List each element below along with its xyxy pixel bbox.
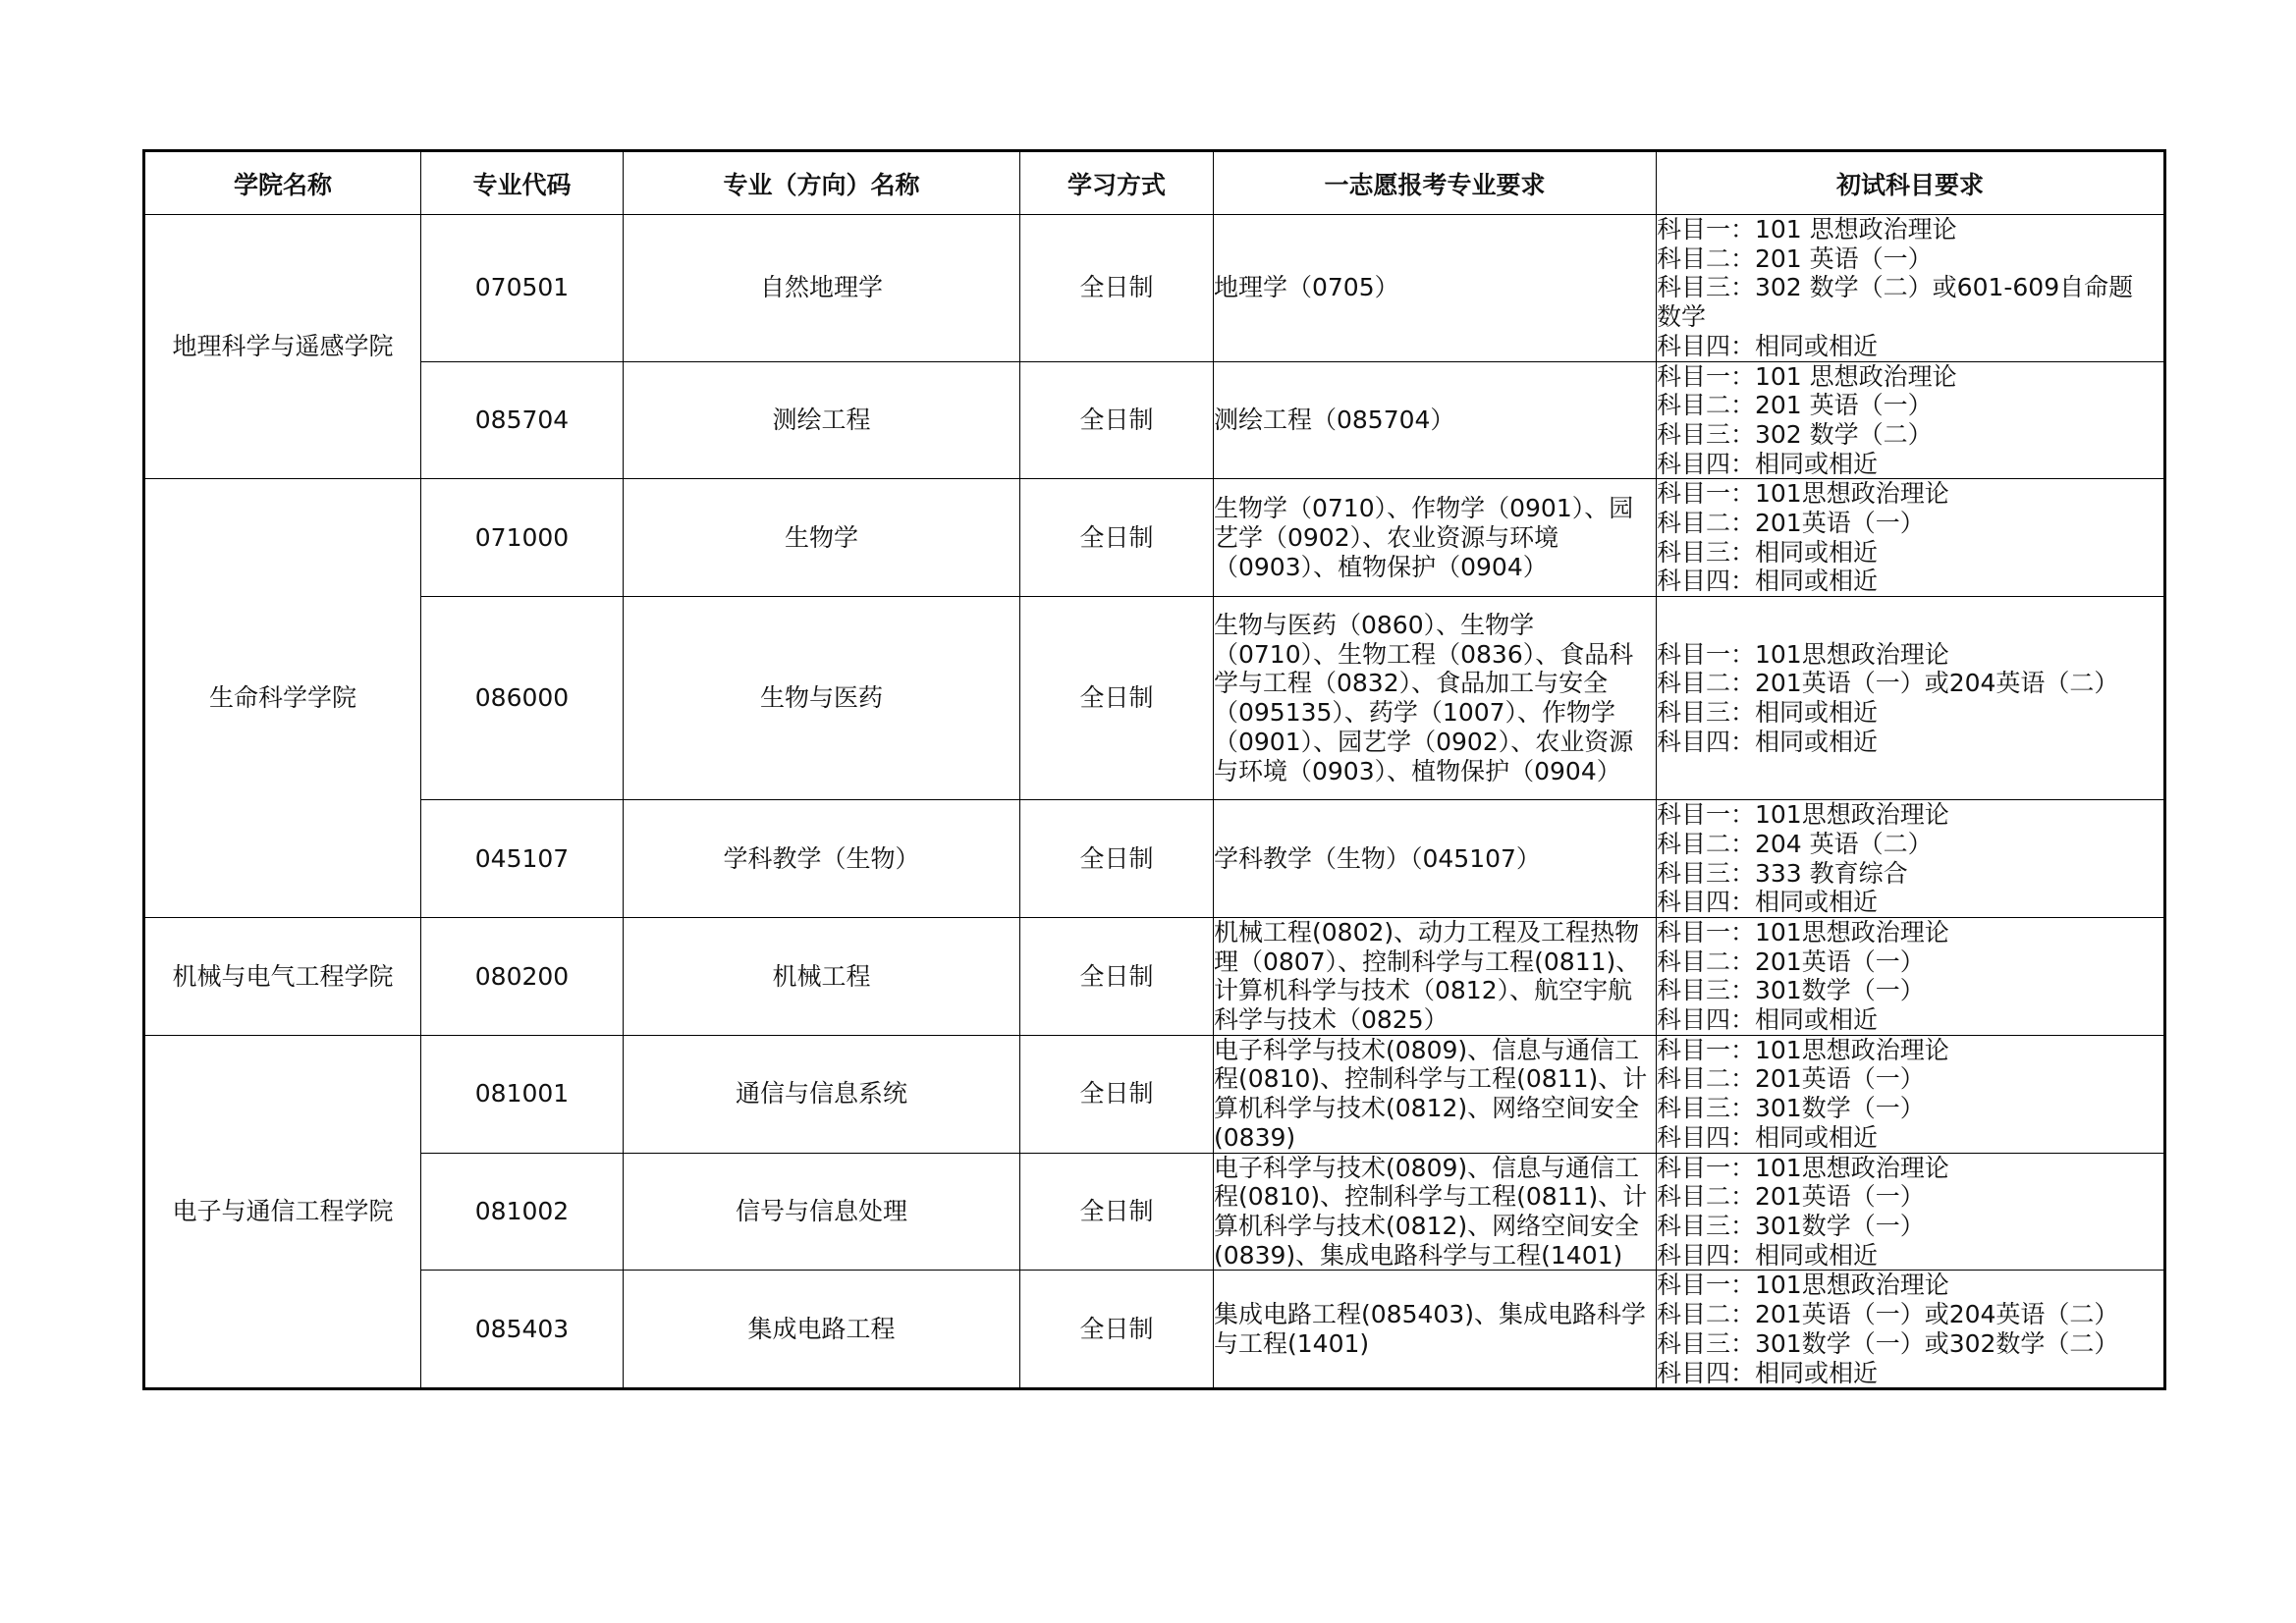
exam-subjects	[1657, 1035, 2165, 1153]
college-name: 生命科学学院	[144, 479, 421, 918]
college-name: 机械与电气工程学院	[144, 917, 421, 1035]
major-code: 081002	[421, 1153, 624, 1271]
header-major: 专业（方向）名称	[624, 151, 1020, 215]
exam-line: 科目四：相同或相近	[1657, 331, 1879, 360]
exam-subjects	[1657, 215, 2165, 362]
exam-line: 科目三：相同或相近	[1657, 537, 1879, 567]
major-name: 学科教学（生物）	[624, 800, 1020, 918]
major-name: 集成电路工程	[624, 1271, 1020, 1389]
major-code: 045107	[421, 800, 624, 918]
major-code: 070501	[421, 215, 624, 362]
exam-line: 科目一：101思想政治理论	[1657, 639, 1949, 669]
exam-line: 科目三：301数学（一）	[1657, 1094, 1925, 1123]
exam-line: 科目二：201英语（一）	[1657, 509, 1925, 538]
first-choice-requirement: 集成电路工程(085403)、集成电路科学与工程(1401)	[1214, 1271, 1657, 1389]
exam-line: 科目二：201英语（一）或204英语（二）	[1657, 1300, 2119, 1329]
exam-subjects	[1657, 917, 2165, 1035]
study-mode: 全日制	[1020, 1035, 1214, 1153]
study-mode: 全日制	[1020, 215, 1214, 362]
first-choice-requirement: 生物与医药（0860）、生物学（0710）、生物工程（0836）、食品科学与工程（0832）、食品加工与安全（095135）、药学（1007）、作物学（0901）、园艺学（0902）、农业资源与环境（0903）、植物保护（0904）	[1214, 597, 1657, 800]
exam-subjects	[1657, 479, 2165, 597]
first-choice-requirement: 地理学（0705）	[1214, 215, 1657, 362]
header-requirement: 一志愿报考专业要求	[1214, 151, 1657, 215]
header-row	[144, 151, 2165, 215]
exam-line: 科目一：101思想政治理论	[1657, 479, 1949, 509]
exam-line: 科目四：相同或相近	[1657, 1358, 1879, 1387]
exam-line: 科目四：相同或相近	[1657, 1005, 1879, 1035]
exam-line: 科目三：302 数学（二）	[1657, 419, 1933, 449]
exam-line: 科目二：201英语（一）	[1657, 1182, 1925, 1212]
exam-subjects	[1657, 361, 2165, 479]
header-mode: 学习方式	[1020, 151, 1214, 215]
major-name: 生物与医药	[624, 597, 1020, 800]
exam-line: 科目二：201英语（一）	[1657, 1064, 1925, 1094]
exam-line: 数学	[1657, 302, 1707, 332]
study-mode: 全日制	[1020, 361, 1214, 479]
exam-line: 科目三：301数学（一）或302数学（二）	[1657, 1328, 2119, 1358]
table-row	[144, 215, 2165, 362]
exam-line: 科目一：101 思想政治理论	[1657, 215, 1957, 243]
first-choice-requirement: 电子科学与技术(0809)、信息与通信工程(0810)、控制科学与工程(0811)、计算机科学与技术(0812)、网络空间安全(0839)	[1214, 1035, 1657, 1153]
major-code: 085704	[421, 361, 624, 479]
exam-line: 科目三：301数学（一）	[1657, 1211, 1925, 1240]
study-mode: 全日制	[1020, 479, 1214, 597]
major-name: 生物学	[624, 479, 1020, 597]
exam-line: 科目二：201 英语（一）	[1657, 243, 1933, 273]
exam-subjects	[1657, 1271, 2165, 1389]
table-row	[144, 479, 2165, 597]
study-mode: 全日制	[1020, 597, 1214, 800]
major-code: 085403	[421, 1271, 624, 1389]
exam-line: 科目四：相同或相近	[1657, 727, 1879, 756]
first-choice-requirement: 机械工程(0802)、动力工程及工程热物理（0807）、控制科学与工程(0811)、计算机科学与技术（0812）、航空宇航科学与技术（0825）	[1214, 917, 1657, 1035]
header-college: 学院名称	[144, 151, 421, 215]
first-choice-requirement: 电子科学与技术(0809)、信息与通信工程(0810)、控制科学与工程(0811)、计算机科学与技术(0812)、网络空间安全(0839)、集成电路科学与工程(1401)	[1214, 1153, 1657, 1271]
exam-line: 科目四：相同或相近	[1657, 567, 1879, 596]
exam-line: 科目一：101 思想政治理论	[1657, 361, 1957, 391]
major-name: 通信与信息系统	[624, 1035, 1020, 1153]
major-name: 信号与信息处理	[624, 1153, 1020, 1271]
exam-line: 科目三：333 教育综合	[1657, 858, 1908, 888]
table-row	[144, 361, 2165, 479]
first-choice-requirement: 测绘工程（085704）	[1214, 361, 1657, 479]
exam-line: 科目三：302 数学（二）或601-609自命题	[1657, 273, 2134, 302]
college-name: 地理科学与遥感学院	[144, 215, 421, 479]
exam-subjects	[1657, 1153, 2165, 1271]
exam-line: 科目二：201 英语（一）	[1657, 391, 1933, 420]
major-code: 081001	[421, 1035, 624, 1153]
major-code: 071000	[421, 479, 624, 597]
table-row	[144, 1035, 2165, 1153]
major-code: 086000	[421, 597, 624, 800]
study-mode: 全日制	[1020, 917, 1214, 1035]
major-name: 测绘工程	[624, 361, 1020, 479]
major-code: 080200	[421, 917, 624, 1035]
table-row	[144, 1153, 2165, 1271]
study-mode: 全日制	[1020, 1271, 1214, 1389]
exam-line: 科目一：101思想政治理论	[1657, 1271, 1949, 1300]
table-row	[144, 800, 2165, 918]
exam-subjects	[1657, 597, 2165, 800]
header-exams: 初试科目要求	[1657, 151, 2165, 215]
header-code: 专业代码	[421, 151, 624, 215]
exam-line: 科目四：相同或相近	[1657, 888, 1879, 917]
exam-line: 科目二：201英语（一）	[1657, 947, 1925, 976]
table-row	[144, 597, 2165, 800]
exam-line: 科目二：201英语（一）或204英语（二）	[1657, 669, 2119, 698]
major-name: 机械工程	[624, 917, 1020, 1035]
exam-subjects	[1657, 800, 2165, 918]
major-name: 自然地理学	[624, 215, 1020, 362]
exam-line: 科目四：相同或相近	[1657, 1122, 1879, 1152]
exam-line: 科目二：204 英语（二）	[1657, 829, 1933, 858]
exam-line: 科目四：相同或相近	[1657, 1240, 1879, 1270]
study-mode: 全日制	[1020, 800, 1214, 918]
table-row	[144, 917, 2165, 1035]
exam-line: 科目一：101思想政治理论	[1657, 917, 1949, 947]
study-mode: 全日制	[1020, 1153, 1214, 1271]
table-row	[144, 1271, 2165, 1389]
exam-line: 科目一：101思想政治理论	[1657, 1035, 1949, 1064]
first-choice-requirement: 学科教学（生物）（045107）	[1214, 800, 1657, 918]
exam-line: 科目一：101思想政治理论	[1657, 800, 1949, 830]
exam-line: 科目四：相同或相近	[1657, 449, 1879, 478]
college-name: 电子与通信工程学院	[144, 1035, 421, 1388]
exam-line: 科目三：301数学（一）	[1657, 976, 1925, 1005]
exam-line: 科目三：相同或相近	[1657, 698, 1879, 728]
first-choice-requirement: 生物学（0710）、作物学（0901）、园艺学（0902）、农业资源与环境（0903）、植物保护（0904）	[1214, 479, 1657, 597]
admissions-table	[142, 149, 2166, 1390]
exam-line: 科目一：101思想政治理论	[1657, 1153, 1949, 1182]
